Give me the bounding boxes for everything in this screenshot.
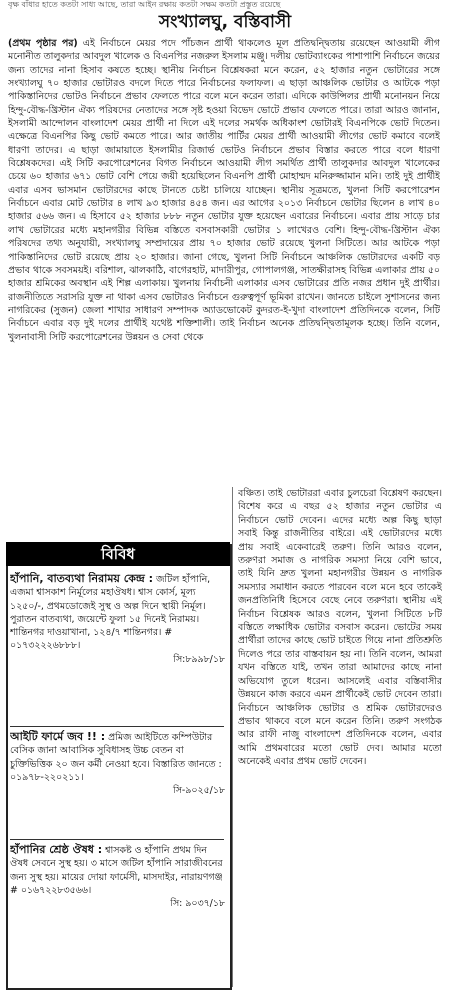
ad-body: প্রমিজ আইটিতে কম্পিউটার বেসিক জানা আবাসিক সুবিধাসহ উচ্চ বেতন বা চুক্তিভিত্তিক ২০ জন কর্মী নেওয়া হবে। বিস্তারিত জানতে : ০১৯৭৮-২২০২১১। <box>10 732 222 783</box>
ad-title: হাঁপানির শ্রেষ্ঠ ঔষধ : <box>10 843 103 856</box>
ad-title: হাঁপানি, বাতব্যথা নিরাময় কেন্দ্র : <box>10 572 154 585</box>
classified-ad <box>10 843 225 983</box>
ad-code: সি: ৯০৩৭/১৮ <box>170 898 225 910</box>
column-divider <box>232 487 233 987</box>
classified-heading: বিবিধ <box>6 542 230 566</box>
ad-body: শ্বাসকষ্ট ও হাঁপানি প্রথম দিন ঔষধ সেবনে সুস্থ হয়। ৩ মাসে জটিল হাঁপানি সারাজীবনের জন্য সুস্থ হয়। মায়ের দোয়া ফার্মেসী, মাসদাইর, নারায়ণগঞ্জ # ০১৬৭২২৮৩৫৬৬। <box>10 845 223 896</box>
article-body-continued <box>238 487 442 987</box>
ad-title: আইটি ফার্মে জব !! : <box>10 730 106 743</box>
article-headline: সংখ্যালঘু, বস্তিবাসী <box>158 12 292 32</box>
ad-code: সি:৮৯৯৮/১৮ <box>173 653 225 665</box>
article-text: এই নির্বাচনে মেয়র পদে পাঁচজন প্রার্থী থাকলেও মূল প্রতিদ্বন্দ্বিতায় রয়েছেন আওয়ামী লীগ মনোনীত তালুকদার আবদুল খালেক ও বিএনপির নজরুল ইসলাম মঞ্জু। দলীয় ভোটব্যাংকের পাশাপাশি নির্বাচনে জয়ের জন্য তাদের নানা হিসাব কষতে হচ্ছে। স্থানীয় নির্বাচন বিশ্লেষকরা মনে করেন, ৫২ হাজার নতুন ভোটারের সঙ্গে সংখ্যালঘু ৭০ হাজার ভোটারও বদলে দিতে পারে নির্বাচনের ফলাফল। এ ছাড়া আঞ্চলিক ভোটার ও আটকে পড়া পাকিস্তানিদের ভোটও নির্বাচনে প্রভাব ফেলতে পারে বলে মনে করেন তারা। এদিকে কাউন্সিলর প্রার্থী মনোনয়ন নিয়ে হিন্দু-বৌদ্ধ-খ্রিস্টান ঐক্য পরিষদের নেতাদের সঙ্গে সৃষ্ট হওয়া বিভেদ ভোটে প্রভাব ফেলতে পারে। তারা আরও জানান, ইসলামী আন্দোলন বাংলাদেশ মেয়র প্রার্থী না দিলে এই দলের সমর্থক অধিকাংশ ভোটারই বিএনপিকে ভোট দিতেন। এক্ষেত্রে বিএনপির কিছু ভোট কমতে পারে। আর জাতীয় পার্টির মেয়র প্রার্থী আওয়ামী লীগের ভোট কমাবে বলেই ধারণা তাদের। এ ছাড়া জামায়াতে ইসলামীর রিজার্ভ ভোটও নির্বাচনে প্রভাব বিস্তার করতে পারে বলে ধারণা বিশ্লেষকদের। এই সিটি করপোরেশনের বিগত নির্বাচনে আওয়ামী লীগ সমর্থিত প্রার্থী তালুকদার আবদুল খালেকের চেয়ে ৬০ হাজার ৬৭১ ভোট বেশি পেয়ে জয়ী হয়েছিলেন বিএনপি প্রার্থী মোহাম্মদ মনিরুজ্জামান মনি। তাই দুই প্রার্থীই এবার এসব ভাসমান ভোটারদের কাছে টানতে চেষ্টা চালিয়ে যাচ্ছেন। স্থানীয় সূত্রমতে, খুলনা সিটি করপোরেশন নির্বাচনে এবার মোট ভোটার ৪ লাখ ৯৩ হাজার ৪৫৪ জন। এর আগের ২০১৩ নির্বাচনে ভোটার ছিলেন ৪ লাখ ৪০ হাজার ৫৬৬ জন। এ হিসাবে ৫২ হাজার ৮৮৮ নতুন ভোটার যুক্ত হয়েছেন এবারের নির্বাচনে। এবার প্রায় সাড়ে চার লাখ ভোটারের মধ্যে মহানগরীর বিভিন্ন বস্তিতে বসবাসকারী ভোটার ১ লাখেরও বেশি। হিন্দু-বৌদ্ধ-খ্রিস্টান ঐক্য পরিষদের তথ্য অনুযায়ী, সংখ্যালঘু সম্প্রদায়ের প্রায় ৭০ হাজার ভোট রয়েছে খুলনা সিটিতে। আর আটকে পড়া পাকিস্তানিদের ভোট রয়েছে প্রায় ২০ হাজার। জানা গেছে, খুলনা সিটি নির্বাচনে আঞ্চলিক ভোটারদের একটি বড় প্রভাব থাকে সবসময়ই। বরিশাল, ঝালকাঠি, বাগেরহাট, মাদারীপুর, গোপালগঞ্জ, সাতক্ষীরাসহ বিভিন্ন এলাকার প্রায় ৫০ হাজার শ্রমিকের অবস্থান এই শিল্প এলাকায়। খুলনায় নির্বাচনী এলাকার এসব ভোটারের প্রতি নজর প্রধান দুই প্রার্থীর। রাজনীতিতে সরাসরি যুক্ত না থাকা এসব ভোটারও নির্বাচনে গুরুত্বপূর্ণ ভূমিকা রাখেন। জানতে চাইলে সুশাসনের জন্য নাগরিকের (সুজন) জেলা শাখার সাধারণ সম্পাদক অ্যাডভোকেট কুদরত-ই-খুদা বাংলাদেশ প্রতিদিনকে বলেন, সিটি নির্বাচনে এবার বড় দুই দলের প্রার্থীই যথেষ্ট শক্তিশালী। তাই নির্বাচন অনেক প্রতিদ্বন্দ্বিতামূলক হচ্ছে। তিনি বলেন, খুলনাবাসী সিটি করপোরেশনের উন্নয়ন ও সেবা থেকে <box>8 38 440 343</box>
ad-separator <box>10 726 224 727</box>
ad-code: সি-৯০২৫/১৮ <box>173 785 225 797</box>
classified-ad <box>10 572 225 722</box>
ad-separator <box>10 839 224 840</box>
classified-ad <box>10 730 225 835</box>
lead-label: (প্রথম পৃষ্ঠার পর) <box>8 38 78 49</box>
ad-body: জটিল হাঁপানি, এজমা শ্বাসকাশ নির্মূলের মহাঔষধ। শ্বাস কোর্স, মূল্য ১২৫০/-, প্রথমডোজেই সুস্থ ও অল্প দিনে স্থায়ী নির্মূল। পুরাতন বাতব্যথা, জয়েন্টে ফুলা ১৫ দিনেই নিরাময়। শান্তিনগর দাওয়াখানা, ১২৪/৭ শান্তিনগর। # ০১৭৩২২২৬৮৮৮। <box>10 574 211 652</box>
article-continued-text: বঞ্চিত। তাই ভোটাররা এবার চুলচেরা বিশ্লেষণ করছেন। বিশেষ করে এ বছর ৫২ হাজার নতুন ভোটার এ নির্বাচনে ভোট দেবেন। এদের মধ্যে অল্প কিছু ছাড়া সবাই কিন্তু রাজনীতির বাইরে। এই ভোটারদের মধ্যে প্রায় সবাই একেবারেই তরুণ। তিনি আরও বলেন, তরুণরা সমাজ ও নাগরিক সমস্যা নিয়ে বেশি ভাবে, তাই যিনি দ্রুত খুলনা মহানগরীর উন্নয়ন ও নাগরিক সমস্যার সমাধান করতে পারবেন বলে মনে হবে তাকেই জনপ্রতিনিধি হিসেবে বেছে নেবে তরুণরা। স্থানীয় এই নির্বাচন বিশ্লেষক আরও বলেন, খুলনা সিটিতে ৮টি বস্তিতে লক্ষাধিক ভোটার বসবাস করেন। ভোটের সময় প্রার্থীরা তাদের কাছে ভোট চাইতে গিয়ে নানা প্রতিশ্রুতি দিলেও পরে তার বাস্তবায়ন হয় না। তিনি বলেন, আমরা যখন বস্তিতে যাই, তখন তারা আমাদের কাছে নানা অভিযোগ তুলে ধরেন। আসলেই এবার বস্তিবাসীর উন্নয়নে কাজ করবে এমন প্রার্থীকেই ভোট দেবেন তারা। নির্বাচনে আঞ্চলিক ভোটার ও শ্রমিক ভোটারদেরও প্রভাব থাকবে বলে মনে করেন তিনি। তরুণ সংগঠক আর রাফী নাজু বাংলাদেশ প্রতিদিনকে বলেন, এবার আমি প্রথমবারের মতো ভোট দেব। আমার মতো অনেকেই এবার প্রথম ভোট দেবেন। <box>238 488 442 768</box>
previous-article-fragment: বৃক্ষ বাঁধার হাতে কতটা সাধ্য আছে, তারা আইন রক্ষায় কতটা সক্ষম কতটা প্রস্তুত রয়েছে <box>8 0 281 9</box>
article-paragraph <box>8 37 440 344</box>
article-body-main <box>8 37 440 485</box>
